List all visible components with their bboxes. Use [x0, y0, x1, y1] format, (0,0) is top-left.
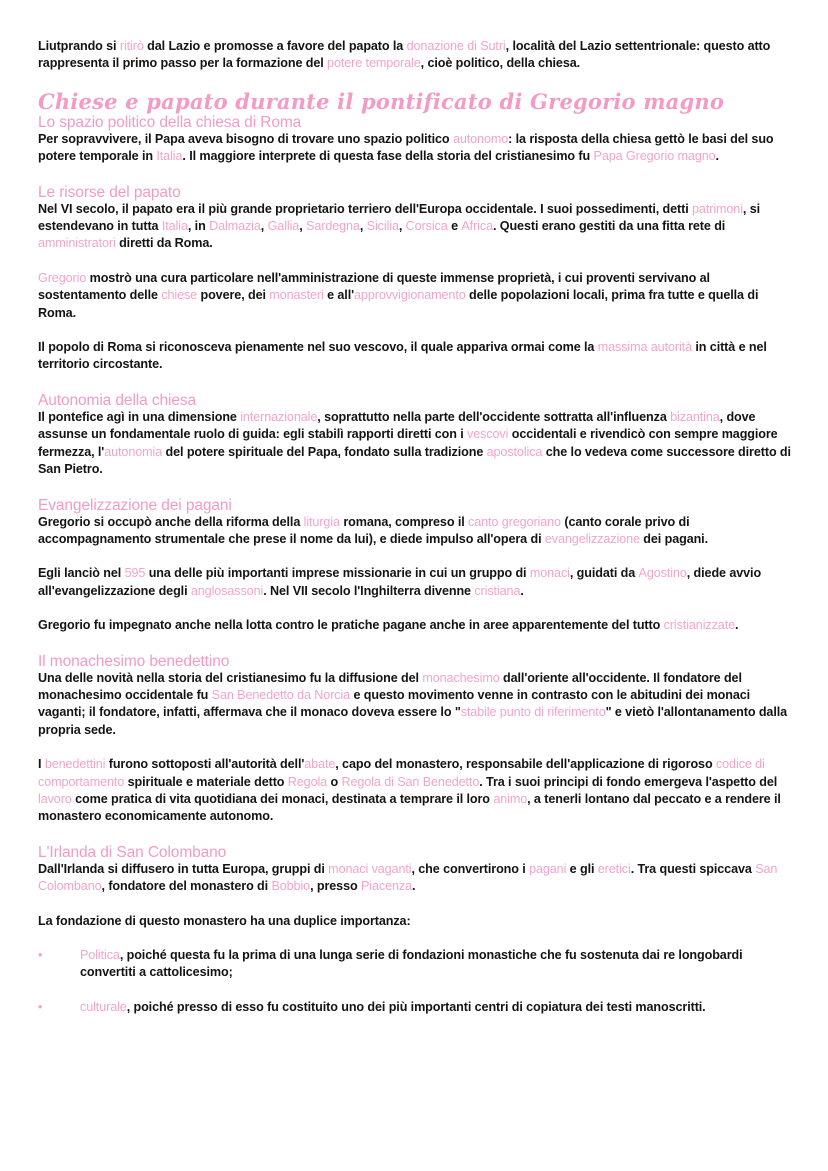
- text-run: , presso: [310, 879, 361, 894]
- highlighted-term: culturale: [80, 999, 127, 1014]
- highlighted-term: internazionale: [240, 409, 318, 424]
- highlighted-term: monaci: [529, 566, 570, 581]
- paragraph: [38, 861, 794, 896]
- text-run: . Nel VII secolo l'Inghilterra divenne: [263, 583, 475, 598]
- text-run: L'Irlanda di San Colombano: [38, 843, 227, 861]
- text-run: Evangelizzazione dei pagani: [38, 496, 232, 514]
- highlighted-term: codice di comportamento: [38, 757, 765, 789]
- highlighted-term: lavoro: [38, 791, 72, 806]
- highlighted-term: autonomo: [452, 131, 509, 146]
- text-run: Gregorio fu impegnato anche nella lotta contro le pratiche pagane anche in aree apparentemente del tutto: [38, 618, 664, 633]
- highlighted-term: Sicilia: [366, 219, 399, 234]
- highlighted-term: abate: [304, 757, 336, 772]
- text-run: (canto corale privo di accompagnamento strumentale che prese il nome da lui), e diede impulso all'opera di: [38, 514, 690, 546]
- text-run: occidentali e rivendicò con sempre maggiore fermezza, l': [38, 427, 778, 459]
- text-run: e: [447, 219, 462, 234]
- text-run: Il pontefice agì in una dimensione: [38, 409, 241, 424]
- paragraph: [38, 913, 794, 930]
- text-run: " e vietò l'allontanamento dalla propria sede.: [38, 705, 788, 737]
- highlighted-term: Africa: [461, 219, 493, 234]
- text-run: .: [735, 618, 739, 633]
- text-run: mostrò una cura particolare nell'amministrazione di queste immense proprietà, i cui proventi servivano al sostentamento delle: [38, 270, 710, 303]
- paragraph: [38, 131, 794, 166]
- text-run: , in: [187, 219, 210, 234]
- section-heading: [38, 184, 794, 201]
- text-run: .: [412, 879, 416, 894]
- highlighted-term: Piacenza: [360, 879, 412, 894]
- text-run: Dall'Irlanda si diffusero in tutta Europa, gruppi di: [38, 861, 329, 876]
- text-run: I: [38, 757, 45, 772]
- text-run: Lo spazio politico della chiesa di Roma: [38, 113, 302, 131]
- text-run: ,: [359, 219, 367, 234]
- text-run: .: [520, 583, 524, 598]
- paragraph: [38, 38, 794, 73]
- highlighted-term: benedettini: [44, 757, 106, 772]
- paragraph: [38, 565, 794, 600]
- paragraph: [38, 270, 794, 322]
- highlighted-term: Regola di San Benedetto: [341, 774, 480, 789]
- text-run: , capo del monastero, responsabile dell'applicazione di rigoroso: [335, 757, 716, 772]
- text-run: , località del Lazio settentrionale: questo atto rappresenta il primo passo per la formazione del: [38, 39, 771, 71]
- highlighted-term: pagani: [529, 861, 567, 876]
- document-page: [38, 38, 794, 1033]
- list-item: [38, 947, 794, 982]
- highlighted-term: eretici: [597, 861, 631, 876]
- highlighted-term: cristianizzate: [663, 618, 735, 633]
- text-run: , cioè politico, della chiesa.: [420, 56, 581, 71]
- highlighted-term: Gregorio: [38, 270, 87, 285]
- text-run: del potere spirituale del Papa, fondato sulla tradizione: [162, 444, 487, 459]
- paragraph: [38, 617, 794, 634]
- text-run: dei pagani.: [639, 531, 708, 546]
- text-run: ,: [398, 219, 406, 234]
- text-run: e questo movimento venne in contrasto con le abitudini dei monaci vaganti; il fondatore, infatti, affermava che il monaco doveva essere lo ": [38, 687, 751, 720]
- highlighted-term: Agostino: [638, 566, 687, 581]
- highlighted-term: animo: [493, 791, 528, 806]
- text-run: romana, compreso il: [339, 514, 469, 529]
- highlighted-term: potere temporale: [327, 56, 421, 71]
- highlighted-term: liturgia: [303, 514, 340, 529]
- section-heading: [38, 844, 794, 861]
- bullet-icon: •: [38, 999, 43, 1014]
- text-run: .: [715, 149, 719, 164]
- paragraph: [38, 670, 794, 740]
- highlighted-term: Italia: [156, 149, 183, 164]
- section-heading: [38, 497, 794, 514]
- highlighted-term: patrimoni: [692, 201, 743, 216]
- highlighted-term: Dalmazia: [209, 219, 261, 234]
- text-run: Per sopravvivere, il Papa aveva bisogno di trovare uno spazio politico: [38, 131, 453, 146]
- text-run: dal Lazio e promosse a favore del papato la: [143, 39, 407, 53]
- highlighted-term: Papa Gregorio magno: [593, 149, 716, 164]
- text-run: . Tra i suoi principi di fondo emergeva l'aspetto del: [479, 774, 778, 789]
- text-run: , diede avvio all'evangelizzazione degli: [38, 566, 762, 598]
- highlighted-term: anglosassoni: [190, 583, 264, 598]
- highlighted-term: 595: [124, 566, 146, 581]
- highlighted-term: canto gregoriano: [468, 514, 561, 529]
- text-run: , dove assunse un fondamentale ruolo di guida: egli stabilì rapporti diretti con i: [38, 409, 756, 442]
- highlighted-term: cristiana: [474, 583, 521, 598]
- highlighted-term: amministratori: [38, 236, 116, 251]
- paragraph: [38, 201, 794, 253]
- text-run: dall'oriente all'occidente. Il fondatore del monachesimo occidentale fu: [38, 670, 742, 702]
- highlighted-term: monaci vaganti: [328, 861, 412, 876]
- text-run: , poiché presso di esso fu costituito uno dei più importanti centri di copiatura dei testi manoscritti.: [126, 999, 706, 1014]
- page-title: [38, 90, 794, 114]
- text-run: ,: [299, 219, 307, 234]
- highlighted-term: monasteri: [269, 288, 324, 303]
- highlighted-term: Sardegna: [306, 219, 360, 234]
- text-run: , si estendevano in tutta: [38, 201, 761, 234]
- text-run: . Questi erano gestiti da una fitta rete di: [492, 219, 726, 234]
- text-run: delle popolazioni locali, prima fra tutte e quella di Roma.: [38, 288, 759, 320]
- paragraph: [38, 339, 794, 374]
- text-run: e gli: [566, 861, 598, 876]
- highlighted-term: stabile punto di riferimento: [460, 705, 606, 720]
- text-run: povere, dei: [197, 288, 270, 303]
- text-run: Una delle novità nella storia del cristianesimo fu la diffusione del: [38, 670, 423, 685]
- highlighted-term: apostolica: [486, 444, 543, 459]
- list-item: [38, 999, 794, 1016]
- text-run: , a tenerli lontano dal peccato e a rendere il monastero economicamente autonomo.: [38, 791, 781, 824]
- text-run: Nel VI secolo, il papato era il più grande proprietario terriero dell'Europa occidentale. I suoi possedimenti, detti: [38, 201, 693, 216]
- section-heading: [38, 114, 794, 131]
- highlighted-term: monachesimo: [422, 670, 500, 685]
- text-run: , guidati da: [569, 566, 639, 581]
- highlighted-term: Politica: [80, 948, 120, 962]
- highlighted-term: Italia: [161, 219, 188, 234]
- text-run: spirituale e materiale detto: [124, 774, 288, 789]
- text-run: . Tra questi spiccava: [630, 861, 756, 876]
- text-run: Egli lanciò nel: [38, 566, 125, 581]
- text-run: , che convertirono i: [411, 861, 530, 876]
- section-heading: [38, 392, 794, 409]
- highlighted-term: Gallia: [267, 219, 300, 234]
- highlighted-term: donazione di Sutri: [406, 39, 506, 53]
- highlighted-term: Corsica: [405, 219, 448, 234]
- highlighted-term: evangelizzazione: [544, 531, 640, 546]
- text-run: Autonomia della chiesa: [38, 391, 197, 409]
- text-run: Il monachesimo benedettino: [38, 652, 230, 670]
- text-run: Gregorio si occupò anche della riforma della: [38, 514, 304, 529]
- text-run: , soprattutto nella parte dell'occidente sottratta all'influenza: [317, 409, 671, 424]
- paragraph: [38, 514, 794, 549]
- text-run: diretti da Roma.: [115, 236, 213, 251]
- text-run: in città e nel territorio circostante.: [38, 340, 767, 372]
- highlighted-term: approvvigionamento: [354, 288, 466, 303]
- highlighted-term: San Benedetto da Norcia: [211, 687, 351, 702]
- text-run: ,: [260, 219, 268, 234]
- text-run: Il popolo di Roma si riconosceva pienamente nel suo vescovo, il quale appariva ormai come la: [38, 340, 598, 355]
- paragraph: [38, 409, 794, 479]
- text-run: La fondazione di questo monastero ha una duplice importanza:: [38, 913, 411, 928]
- text-run: furono sottoposti all'autorità dell': [105, 757, 305, 772]
- text-run: Le risorse del papato: [38, 183, 181, 201]
- text-run: una delle più importanti imprese missionarie in cui un gruppo di: [145, 566, 530, 581]
- text-run: o: [327, 774, 342, 789]
- highlighted-term: chiese: [161, 288, 198, 303]
- paragraph: [38, 756, 794, 826]
- text-run: . Il maggiore interprete di questa fase della storia del cristianesimo fu: [182, 149, 594, 164]
- text-run: che lo vedeva come successore diretto di San Pietro.: [38, 444, 791, 477]
- highlighted-term: San Colombano: [38, 861, 778, 894]
- text-run: , poiché questa fu la prima di una lunga serie di fondazioni monastiche che fu sostenuta dai re longobardi convertiti a cattolicesimo;: [80, 948, 743, 980]
- highlighted-term: vescovi: [467, 427, 509, 442]
- bullet-icon: •: [38, 948, 43, 962]
- highlighted-term: massima autorità: [597, 340, 692, 355]
- highlighted-term: bizantina: [670, 409, 720, 424]
- text-run: , fondatore del monastero di: [101, 879, 272, 894]
- highlighted-term: autonomia: [104, 444, 163, 459]
- text-run: come pratica di vita quotidiana dei monaci, destinata a temprare il loro: [71, 791, 494, 806]
- highlighted-term: Regola: [287, 774, 328, 789]
- text-run: : la risposta della chiesa gettò le basi del suo potere temporale in: [38, 131, 774, 164]
- text-run: Chiese e papato durante il pontificato di Gregorio magno: [38, 88, 725, 114]
- highlighted-term: ritirò: [119, 39, 144, 53]
- highlighted-term: Bobbio: [271, 879, 311, 894]
- text-run: e all': [323, 288, 355, 303]
- text-run: Liutprando si: [38, 39, 120, 53]
- section-heading: [38, 653, 794, 670]
